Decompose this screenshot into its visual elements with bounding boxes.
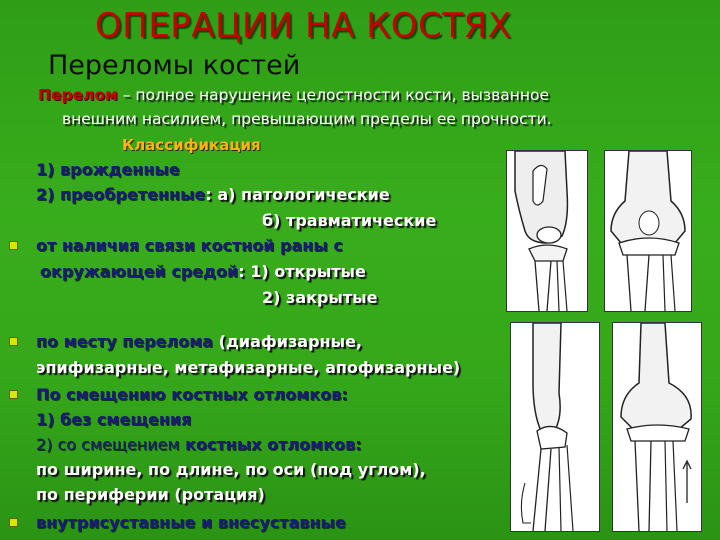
bullet-square-icon [9,390,18,399]
diaphyseal-text: (диафизарные, [213,332,363,351]
acquired-a: : а) патологические [205,185,390,204]
definition-text: – полное нарушение целостности кости, вызванное [117,86,550,104]
bullet-1-line-2 [40,262,366,281]
knee-frontal-illustration [604,150,692,312]
knee-lateral-illustration [506,150,588,312]
bullet-2-line-1 [36,332,362,351]
bullet-2-line-2: эпифизарные, метафизарные, апофизарные) [36,358,461,377]
definition-term: Перелом [38,86,118,104]
bullet-square-icon [9,337,18,346]
bullet-3-line-2: 1) без смещения [36,410,192,429]
bullet-square-icon [9,518,18,527]
page-subtitle: Переломы костей [48,50,301,81]
fragments-text: костных отломков: [179,435,362,454]
bullet-4-line-1: внутрисуставные и внесуставные [36,513,346,532]
definition-line-1 [38,86,549,104]
acquired-b: б) травматические [262,211,437,230]
bullet-3-line-1: По смещению костных отломков: [36,385,348,404]
bullet-3-line-3 [36,435,362,454]
bullet-1-line-1: от наличия связи костной раны с [36,236,343,255]
bullet-square-icon [9,241,18,250]
acquired-prefix: 2) преобретенные [36,185,206,204]
definition-line-2: внешним насилием, превышающим пределы ее прочности. [62,110,552,128]
elbow-lateral-illustration [510,322,600,532]
page-title: ОПЕРАЦИИ НА КОСТЯХ [95,6,512,46]
bullet-1-line-3: 2) закрытые [262,288,378,307]
bullet-3-line-5: по периферии (ротация) [36,485,265,504]
bullet-3-line-4: по ширине, по длине, по оси (под углом), [36,460,426,479]
elbow-frontal-illustration [612,322,702,532]
classification-label: Классификация [122,136,261,154]
open-fracture-text: : 1) открытые [238,262,366,281]
environment-text: окружающей средой [40,262,239,281]
item-congenital: 1) врожденные [36,160,180,179]
fracture-location-text: по месту перелома [36,332,214,351]
with-displacement-text: 2) со смещением [36,435,180,454]
item-acquired [36,185,390,204]
